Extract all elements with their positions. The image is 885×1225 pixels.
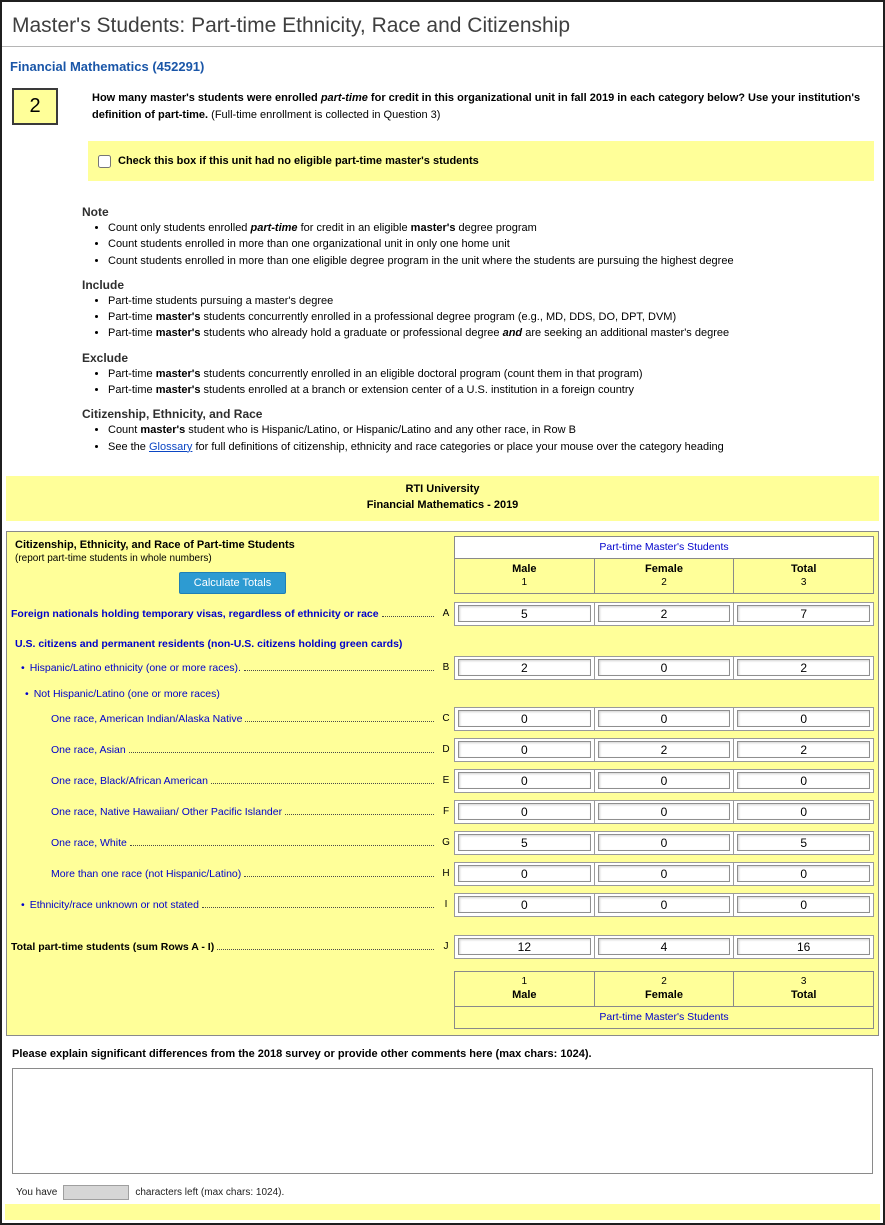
row-letter: A <box>442 608 450 620</box>
bullet-glyph: • <box>25 687 29 700</box>
dotted-leader <box>130 845 434 846</box>
instruction-bullet: • Count students enrolled in more than one organizational unit in only one home unit <box>108 237 873 251</box>
table-row <box>11 800 874 824</box>
counter-value-box <box>63 1185 129 1200</box>
input-row-b-female[interactable] <box>598 659 731 676</box>
dotted-leader <box>285 814 434 815</box>
row-label-a: Foreign nationals holding temporary visas, regardless of ethnicity or race <box>11 608 438 620</box>
instruction-bullet: • See the Glossary for full definitions of citizenship, ethnicity and race categories or place your mouse over the category heading <box>108 440 873 454</box>
input-row-e-total[interactable] <box>737 772 870 789</box>
input-row-j-female[interactable] <box>598 938 731 955</box>
title-divider <box>2 46 883 47</box>
instruction-bullet: • Count master's student who is Hispanic/Latino, or Hispanic/Latino and any other race, in Row B <box>108 423 873 437</box>
input-row-d-total[interactable] <box>737 741 870 758</box>
row-letter: F <box>442 806 450 818</box>
input-row-b-total[interactable] <box>737 659 870 676</box>
calculate-totals-button[interactable]: Calculate Totals <box>179 572 286 594</box>
question-text: How many master's students were enrolled part-time for credit in this organizational unit in fall 2019 in each category below? Use your institution's definition of part-time. (Full-time enrollment is collected in Question 3) <box>92 92 861 121</box>
input-row-j-male[interactable] <box>458 938 591 955</box>
instruction-bullet: • Count only students enrolled part-time for credit in an eligible master's degree program <box>108 221 873 235</box>
subsection-header-not-hispanic: • Not Hispanic/Latino (one or more races) <box>25 687 220 700</box>
citizenship-list <box>82 423 873 454</box>
footer-columns <box>454 971 874 1007</box>
bullet-glyph: • <box>21 661 25 674</box>
enrollment-table <box>6 531 879 1036</box>
row-label-e: One race, Black/African American <box>11 775 438 787</box>
table-row <box>11 769 874 793</box>
dotted-leader <box>217 949 434 950</box>
table-header-right <box>454 536 874 594</box>
table-row <box>11 862 874 886</box>
table-footer <box>11 971 874 1029</box>
include-list <box>82 294 873 341</box>
input-row-a-male[interactable] <box>458 605 591 622</box>
table-row <box>11 831 874 855</box>
footer-column-total: 3 Total <box>733 971 874 1007</box>
row-letter: H <box>442 868 450 880</box>
dotted-leader <box>382 616 434 617</box>
dotted-leader <box>202 907 434 908</box>
question-row <box>12 88 873 125</box>
dotted-leader <box>245 721 434 722</box>
unit-heading: Financial Mathematics (452291) <box>10 59 205 74</box>
table-row <box>11 738 874 762</box>
row-label-c: One race, American Indian/Alaska Native <box>11 713 438 725</box>
dotted-leader <box>211 783 434 784</box>
input-row-h-female[interactable] <box>598 865 731 882</box>
dotted-leader <box>129 752 434 753</box>
citizenship-heading: Citizenship, Ethnicity, and Race <box>82 407 263 422</box>
institution-unit-year: Financial Mathematics - 2019 <box>366 498 519 511</box>
input-row-c-female[interactable] <box>598 710 731 727</box>
dotted-leader <box>244 876 434 877</box>
note-list <box>82 221 873 268</box>
input-row-i-male[interactable] <box>458 896 591 913</box>
table-row <box>11 893 874 917</box>
exclude-heading: Exclude <box>82 350 129 365</box>
glossary-link[interactable]: Glossary <box>148 440 193 453</box>
note-heading: Note <box>82 205 109 219</box>
row-letter: D <box>442 744 450 756</box>
input-row-g-total[interactable] <box>737 834 870 851</box>
row-label-d: One race, Asian <box>11 744 438 756</box>
input-row-c-male[interactable] <box>458 710 591 727</box>
exclude-list <box>82 367 873 398</box>
row-letter: I <box>444 899 448 911</box>
input-row-f-male[interactable] <box>458 803 591 820</box>
row-label-j: Total part-time students (sum Rows A - I) <box>11 941 438 953</box>
input-row-i-total[interactable] <box>737 896 870 913</box>
comments-section <box>12 1048 873 1200</box>
char-counter <box>16 1185 873 1200</box>
institution-banner <box>6 476 879 521</box>
column-headers <box>454 559 874 594</box>
comments-label: Please explain significant differences from the 2018 survey or provide other comments here (max chars: 1024). <box>12 1047 592 1060</box>
input-row-i-female[interactable] <box>598 896 731 913</box>
footer-column-female: 2 Female <box>594 971 735 1007</box>
bottom-yellow-bar <box>5 1204 880 1220</box>
input-row-c-total[interactable] <box>737 710 870 727</box>
column-header-male: Male 1 <box>454 559 595 594</box>
no-students-banner <box>88 141 874 181</box>
instruction-bullet: • Count students enrolled in more than one eligible degree program in the unit where the students are pursuing the highest degree <box>108 254 873 268</box>
input-row-e-male[interactable] <box>458 772 591 789</box>
counter-prefix: You have <box>16 1186 58 1198</box>
row-letter: J <box>443 941 449 953</box>
table-row <box>11 935 874 959</box>
input-row-d-male[interactable] <box>458 741 591 758</box>
table-header-left <box>11 536 454 594</box>
input-row-f-female[interactable] <box>598 803 731 820</box>
bullet-glyph: • <box>21 898 25 911</box>
page-title: Master's Students: Part-time Ethnicity, Race and Citizenship <box>12 14 571 37</box>
instruction-bullet: • Part-time master's students enrolled at a branch or extension center of a U.S. institution in a foreign country <box>108 383 873 397</box>
column-header-female: Female 2 <box>594 559 735 594</box>
table-row <box>11 656 874 680</box>
no-eligible-students-checkbox[interactable] <box>98 155 111 168</box>
instruction-bullet: • Part-time master's students concurrently enrolled in a professional degree program (e.g., MD, DDS, DO, DPT, DVM) <box>108 310 873 324</box>
row-label-g: One race, White <box>11 837 438 849</box>
table-header <box>11 536 874 594</box>
row-label-b: • Hispanic/Latino ethnicity (one or more races). <box>11 662 438 674</box>
row-letter: C <box>442 713 450 725</box>
instruction-bullet: • Part-time master's students concurrently enrolled in an eligible doctoral program (count them in that program) <box>108 367 873 381</box>
include-heading: Include <box>82 277 125 292</box>
table-title: Citizenship, Ethnicity, and Race of Part-time Students <box>15 538 295 551</box>
row-letter: G <box>442 837 450 849</box>
column-header-total: Total 3 <box>733 559 874 594</box>
row-letter: E <box>442 775 450 787</box>
input-row-a-total[interactable] <box>737 605 870 622</box>
instructions <box>82 195 873 462</box>
input-row-a-female[interactable] <box>598 605 731 622</box>
row-label-f: One race, Native Hawaiian/ Other Pacific Islander <box>11 806 438 818</box>
input-row-d-female[interactable] <box>598 741 731 758</box>
table-row <box>11 707 874 731</box>
row-label-i: • Ethnicity/race unknown or not stated <box>11 899 438 911</box>
table-subtitle: (report part-time students in whole numbers) <box>15 552 212 564</box>
section-header-us-citizens: U.S. citizens and permanent residents (non-U.S. citizens holding green cards) <box>15 637 403 650</box>
input-row-g-female[interactable] <box>598 834 731 851</box>
footer-column-group: Part-time Master's Students <box>454 1007 874 1029</box>
column-group-header: Part-time Master's Students <box>454 536 874 559</box>
question-number: 2 <box>12 88 58 125</box>
table-row <box>11 602 874 626</box>
input-row-f-total[interactable] <box>737 803 870 820</box>
no-students-checkbox-label: Check this box if this unit had no eligible part-time master's students <box>118 155 479 167</box>
institution-name: RTI University <box>405 482 480 495</box>
input-row-b-male[interactable] <box>458 659 591 676</box>
input-row-h-total[interactable] <box>737 865 870 882</box>
input-row-j-total[interactable] <box>737 938 870 955</box>
input-row-g-male[interactable] <box>458 834 591 851</box>
comments-textarea[interactable] <box>12 1068 873 1174</box>
footer-column-male: 1 Male <box>454 971 595 1007</box>
instruction-bullet: • Part-time master's students who already hold a graduate or professional degree and are seeking an additional master's degree <box>108 326 873 340</box>
input-row-h-male[interactable] <box>458 865 591 882</box>
row-letter: B <box>442 662 450 674</box>
counter-suffix: characters left (max chars: 1024). <box>135 1186 285 1198</box>
dotted-leader <box>244 670 434 671</box>
instruction-bullet: • Part-time students pursuing a master's degree <box>108 294 873 308</box>
input-row-e-female[interactable] <box>598 772 731 789</box>
row-label-h: More than one race (not Hispanic/Latino) <box>11 868 438 880</box>
